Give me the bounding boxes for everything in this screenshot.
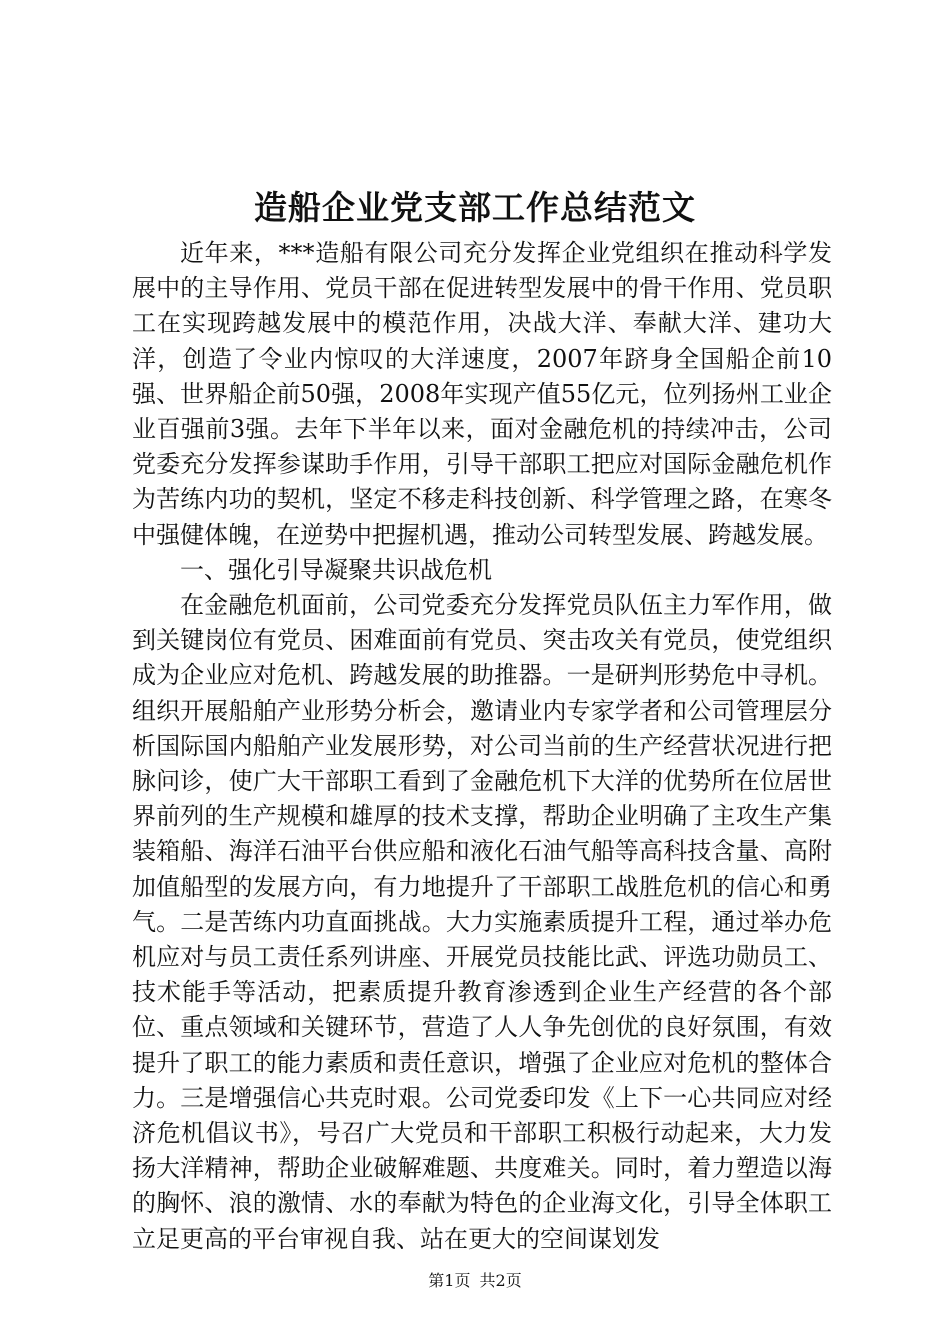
section-paragraph: 在金融危机面前，公司党委充分发挥党员队伍主力军作用，做到关键岗位有党员、困难面前有党员、突击攻关有党员，使党组织成为企业应对危机、跨越发展的助推器。一是研判形势危中寻机。组织开展船舶产业形势分析会，邀请业内专家学者和公司管理层分析国际国内船舶产业发展形势，对公司当前的生产经营状况进行把脉问诊，使广大干部职工看到了金融危机下大洋的优势所在位居世界前列的生产规模和雄厚的技术支撑，帮助企业明确了主攻生产集装箱船、海洋石油平台供应船和液化石油气船等高科技含量、高附加值船型的发展方向，有力地提升了干部职工战胜危机的信心和勇气。二是苦练内功直面挑战。大力实施素质提升工程，通过举办危机应对与员工责任系列讲座、开展党员技能比武、评选功勋员工、技术能手等活动，把素质提升教育渗透到企业生产经营的各个部位、重点领域和关键环节，营造了人人争先创优的良好氛围，有效提升了职工的能力素质和责任意识，增强了企业应对危机的整体合力。三是增强信心共克时艰。公司党委印发《上下一心共同应对经济危机倡议书》，号召广大党员和干部职工积极行动起来，大力发扬大洋精神，帮助企业破解难题、共度难关。同时，着力塑造以海的胸怀、浪的激情、水的奉献为特色的企业海文化，引导全体职工立足更高的平台审视自我、站在更大的空间谋划发 bbox=[132, 591, 832, 1253]
page-title: 造船企业党支部工作总结范文 bbox=[254, 188, 696, 227]
page-total: 共2页 bbox=[479, 1271, 522, 1290]
intro-paragraph: 近年来，***造船有限公司充分发挥企业党组织在推动科学发展中的主导作用、党员干部在促进转型发展中的骨干作用、党员职工在实现跨越发展中的模范作用，决战大洋、奉献大洋、建功大洋，创造了令业内惊叹的大洋速度，2007年跻身全国船企前10强、世界船企前50强，2008年实现产值55亿元，位列扬州工业企业百强前3强。去年下半年以来，面对金融危机的持续冲击，公司党委充分发挥参谋助手作用，引导干部职工把应对国际金融危机作为苦练内功的契机，坚定不移走科技创新、科学管理之路，在寒冬中强健体魄，在逆势中把握机遇，推动公司转型发展、跨越发展。 bbox=[132, 239, 832, 549]
section-heading: 一、强化引导凝聚共识战危机 bbox=[180, 555, 492, 584]
page-number: 第1页 bbox=[428, 1271, 471, 1290]
page-footer bbox=[0, 1270, 950, 1292]
document-body bbox=[132, 236, 832, 1257]
